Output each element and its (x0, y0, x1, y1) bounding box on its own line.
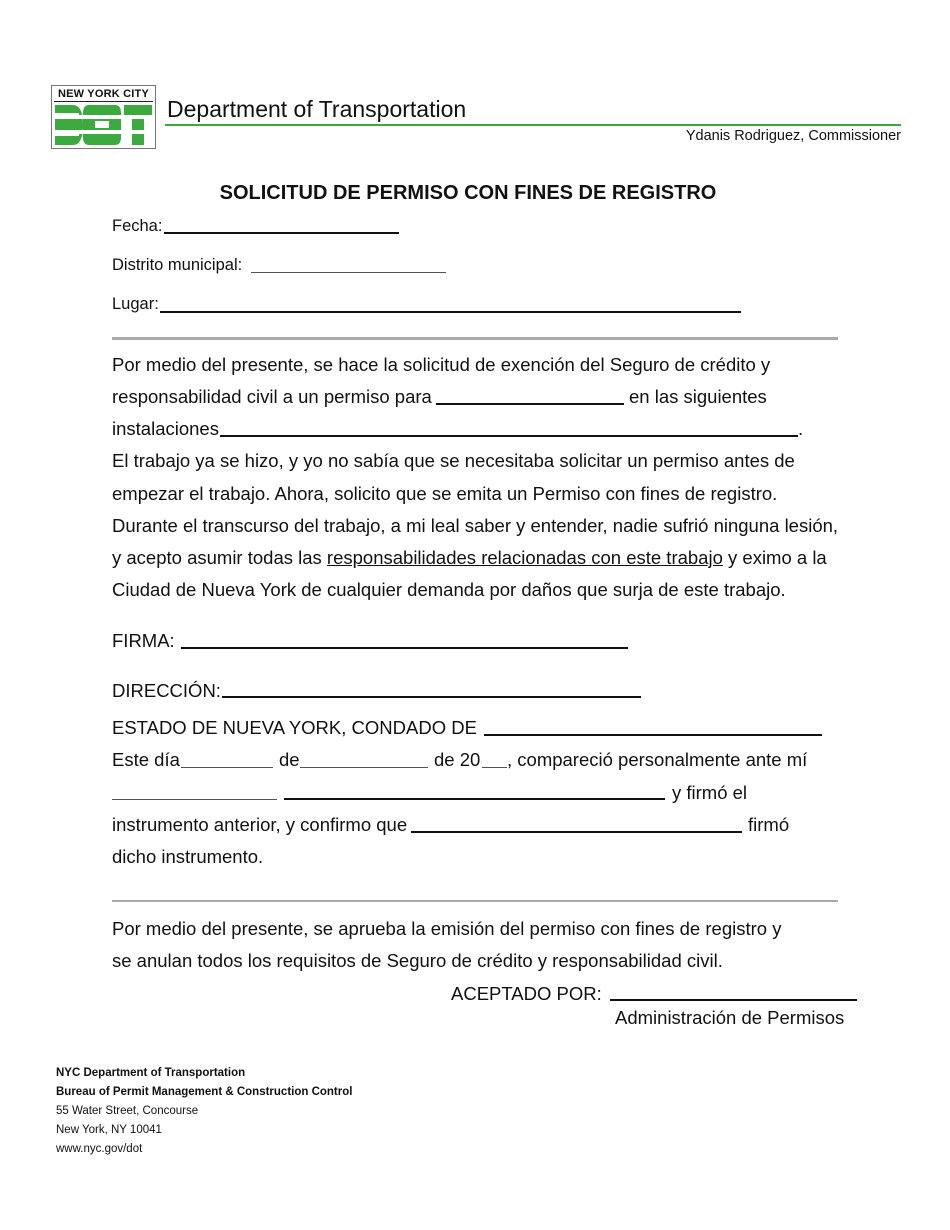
de-label-1: de (279, 749, 300, 770)
header-rule (165, 124, 901, 126)
responsabilidades-link: responsabilidades relacionadas con este trabajo (326, 547, 723, 568)
este-dia-label: Este día (112, 749, 180, 770)
estado-label: ESTADO DE NUEVA YORK, CONDADO DE (112, 717, 477, 738)
aceptado-field[interactable] (610, 999, 857, 1001)
condado-field[interactable] (484, 734, 822, 736)
permiso-para-field[interactable] (436, 403, 624, 405)
department-name: Department of Transportation (167, 96, 467, 122)
form-title: SOLICITUD DE PERMISO CON FINES DE REGISTRO (219, 182, 717, 204)
divider-2 (112, 900, 838, 902)
direccion-label: DIRECCIÓN: (112, 680, 221, 701)
direccion-field[interactable] (222, 696, 641, 698)
admin-permisos: Administración de Permisos (615, 1007, 845, 1028)
body-line-3: instalaciones (112, 418, 219, 439)
body-line-5: empezar el trabajo. Ahora, solicito que se emita un Permiso con fines de registro. (112, 483, 778, 504)
firmo-text: firmó (748, 814, 790, 835)
y-firmo-text: y firmó el (672, 782, 748, 803)
footer (56, 1064, 352, 1159)
distrito-field[interactable] (251, 272, 446, 273)
commissioner-name: Ydanis Rodriguez, Commissioner (685, 128, 901, 144)
body-line-1: Por medio del presente, se hace la solicitud de exención del Seguro de crédito y (112, 354, 771, 375)
body-line-3-end: . (798, 418, 804, 439)
fecha-field[interactable] (164, 232, 399, 234)
anio-field[interactable] (482, 767, 507, 768)
footer-website[interactable]: www.nyc.gov/dot (56, 1143, 143, 1155)
body-line-4: El trabajo ya se hizo, y yo no sabía que se necesitaba solicitar un permiso antes de (112, 450, 795, 471)
aceptado-label: ACEPTADO POR: (451, 983, 602, 1004)
footer-address-1: 55 Water Street, Concourse (56, 1105, 199, 1117)
confirmo-field[interactable] (411, 831, 742, 833)
dicho-text: dicho instrumento. (112, 846, 264, 867)
dot-logo-mark-icon (53, 103, 154, 147)
body-line-2b: en las siguientes (629, 386, 767, 407)
body-line-7 (112, 547, 827, 569)
notario-field[interactable] (112, 799, 277, 800)
fecha-label: Fecha: (112, 217, 163, 235)
comparecio-text: , compareció personalmente ante mí (507, 749, 808, 770)
dot-logo (51, 85, 156, 149)
instalaciones-field[interactable] (220, 435, 798, 437)
firma-label: FIRMA: (112, 630, 175, 651)
lugar-label: Lugar: (112, 295, 159, 313)
body-line-2a: responsabilidad civil a un permiso para (112, 386, 432, 407)
body-line-6: Durante el transcurso del trabajo, a mi leal saber y entender, nadie sufrió ninguna lesión, (112, 515, 839, 536)
logo-text: NEW YORK CITY (54, 87, 153, 102)
footer-org: NYC Department of Transportation (56, 1067, 246, 1079)
mes-field[interactable] (300, 767, 428, 768)
nombre-field[interactable] (284, 798, 665, 800)
instrumento-text: instrumento anterior, y confirmo que (112, 814, 408, 835)
body-line-7b: y eximo a la (722, 547, 827, 568)
body-line-8: Ciudad de Nueva York de cualquier demanda por daños que surja de este trabajo. (112, 579, 786, 600)
divider (112, 337, 838, 340)
approval-line-2: se anulan todos los requisitos de Seguro de crédito y responsabilidad civil. (112, 950, 723, 971)
firma-field[interactable] (181, 647, 628, 649)
body-line-7a: y acepto asumir todas las (112, 547, 327, 568)
approval-line-1: Por medio del presente, se aprueba la emisión del permiso con fines de registro y (112, 918, 782, 939)
dia-field[interactable] (181, 767, 273, 768)
footer-bureau: Bureau of Permit Management & Construction Control (56, 1086, 353, 1098)
lugar-field[interactable] (160, 311, 741, 313)
footer-address-2: New York, NY 10041 (56, 1124, 162, 1136)
de-20-label: de 20 (434, 749, 481, 770)
distrito-label: Distrito municipal: (112, 256, 243, 274)
